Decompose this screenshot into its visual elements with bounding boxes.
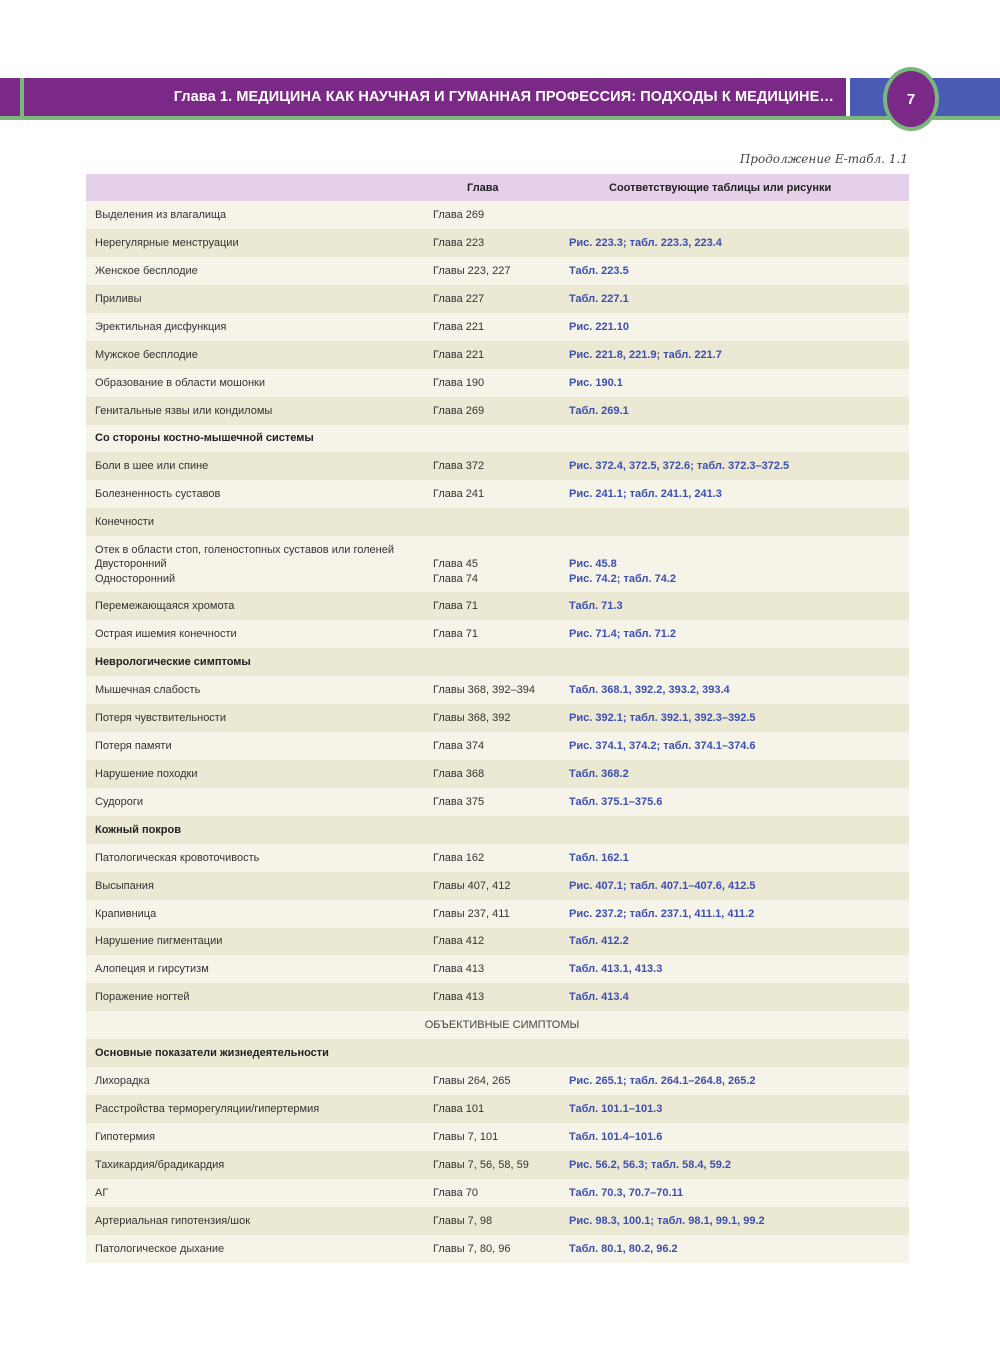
refs-cell[interactable]: Табл. 269.1	[560, 397, 909, 425]
symptom-cell: Мышечная слабость	[86, 676, 424, 704]
chapter-cell: Главы 237, 411	[424, 900, 560, 928]
table-row	[86, 313, 909, 341]
symptom-main: Отек в области стоп, голеностопных суставов или голеней	[95, 543, 394, 556]
section-row	[86, 1039, 909, 1067]
chapter-cell: Глава 70	[424, 1179, 560, 1207]
symptom-cell: Алопеция и гирсутизм	[86, 955, 424, 983]
refs-cell[interactable]: Рис. 56.2, 56.3; табл. 58.4, 59.2	[560, 1151, 909, 1179]
table-row	[86, 536, 909, 592]
chapter-cell: Глава 227	[424, 285, 560, 313]
section-row	[86, 648, 909, 676]
chapter-cell: Глава 101	[424, 1095, 560, 1123]
symptom-cell: Тахикардия/брадикардия	[86, 1151, 424, 1179]
table-row	[86, 1067, 909, 1095]
refs-cell[interactable]: Рис. 392.1; табл. 392.1, 392.3–392.5	[560, 704, 909, 732]
chapter-cell: Глава 71	[424, 620, 560, 648]
table-row	[86, 844, 909, 872]
symptom-cell: Гипотермия	[86, 1123, 424, 1151]
symptom-cell: Крапивница	[86, 900, 424, 928]
symptom-cell: Генитальные язвы или кондиломы	[86, 397, 424, 425]
refs-cell[interactable]: Табл. 375.1–375.6	[560, 788, 909, 816]
refs-cell[interactable]: Табл. 71.3	[560, 592, 909, 620]
chapter-cell: Главы 7, 56, 58, 59	[424, 1151, 560, 1179]
subsection-row	[86, 508, 909, 536]
chapter-cell: Глава 221	[424, 341, 560, 369]
table-row	[86, 900, 909, 928]
symptom-cell: Нерегулярные менструации	[86, 229, 424, 257]
symptom-cell: Судороги	[86, 788, 424, 816]
table-row	[86, 676, 909, 704]
symptom-cell: Образование в области мошонки	[86, 369, 424, 397]
symptom-cell: Женское бесплодие	[86, 257, 424, 285]
chapter-cell: Главы 368, 392	[424, 704, 560, 732]
refs-cell[interactable]: Табл. 101.4–101.6	[560, 1123, 909, 1151]
symptom-cell: Нарушение пигментации	[86, 928, 424, 956]
table-row	[86, 1207, 909, 1235]
symptom-cell: Острая ишемия конечности	[86, 620, 424, 648]
chapter-cell	[424, 536, 560, 592]
page-number: 7	[883, 67, 939, 131]
refs-cell[interactable]: Рис. 241.1; табл. 241.1, 241.3	[560, 480, 909, 508]
refs-cell	[560, 536, 909, 592]
chapter-cell: Глава 221	[424, 313, 560, 341]
table-row	[86, 201, 909, 229]
chapter-bilateral: Глава 45	[433, 558, 479, 570]
objective-heading-row	[86, 1011, 909, 1039]
chapter-unilateral: Глава 74	[433, 572, 479, 585]
refs-cell[interactable]: Рис. 98.3, 100.1; табл. 98.1, 99.1, 99.2	[560, 1207, 909, 1235]
chapter-cell: Глава 241	[424, 480, 560, 508]
refs-unilateral[interactable]: Рис. 74.2; табл. 74.2	[569, 572, 676, 585]
symptom-cell: Эректильная дисфункция	[86, 313, 424, 341]
refs-cell[interactable]: Рис. 237.2; табл. 237.1, 411.1, 411.2	[560, 900, 909, 928]
symptom-cell: Потеря памяти	[86, 732, 424, 760]
subsection-heading: Конечности	[86, 508, 909, 536]
table-row	[86, 257, 909, 285]
header-underline	[0, 116, 1000, 120]
symptom-cell	[86, 536, 424, 592]
refs-cell[interactable]: Рис. 265.1; табл. 264.1–264.8, 265.2	[560, 1067, 909, 1095]
symptom-cell: Потеря чувствительности	[86, 704, 424, 732]
section-heading: Неврологические симптомы	[86, 648, 909, 676]
chapter-cell: Глава 412	[424, 928, 560, 956]
symptom-cell: Перемежающаяся хромота	[86, 592, 424, 620]
table-row	[86, 341, 909, 369]
chapter-cell: Глава 374	[424, 732, 560, 760]
objective-symptoms-heading: ОБЪЕКТИВНЫЕ СИМПТОМЫ	[86, 1011, 909, 1039]
refs-cell[interactable]: Табл. 162.1	[560, 844, 909, 872]
chapter-cell: Главы 7, 80, 96	[424, 1235, 560, 1263]
symptom-sub-unilateral: Односторонний	[95, 572, 176, 585]
refs-cell[interactable]: Рис. 374.1, 374.2; табл. 374.1–374.6	[560, 732, 909, 760]
refs-cell[interactable]: Табл. 413.1, 413.3	[560, 955, 909, 983]
table-row	[86, 1179, 909, 1207]
refs-cell[interactable]: Табл. 70.3, 70.7–70.11	[560, 1179, 909, 1207]
chapter-cell: Глава 372	[424, 452, 560, 480]
table-row	[86, 369, 909, 397]
symptom-cell: Приливы	[86, 285, 424, 313]
chapter-cell: Глава 190	[424, 369, 560, 397]
table-row	[86, 620, 909, 648]
refs-cell[interactable]: Рис. 221.10	[560, 313, 909, 341]
symptom-cell: Болезненность суставов	[86, 480, 424, 508]
table-row	[86, 397, 909, 425]
section-heading: Со стороны костно-мышечной системы	[86, 425, 909, 453]
header-chapter: Глава	[424, 174, 560, 201]
table-continuation-caption: Продолжение Е-табл. 1.1	[739, 152, 908, 166]
chapter-cell: Глава 162	[424, 844, 560, 872]
symptom-cell: Высыпания	[86, 872, 424, 900]
table-row	[86, 1151, 909, 1179]
chapter-cell: Глава 223	[424, 229, 560, 257]
symptoms-table	[86, 174, 909, 1263]
chapter-cell: Главы 223, 227	[424, 257, 560, 285]
chapter-cell: Глава 368	[424, 760, 560, 788]
header-symptom	[86, 174, 424, 201]
symptom-cell: АГ	[86, 1179, 424, 1207]
table-header-row	[86, 174, 909, 201]
table-row	[86, 1123, 909, 1151]
symptom-cell: Расстройства терморегуляции/гипертермия	[86, 1095, 424, 1123]
header-left-accent	[0, 78, 20, 116]
table-row	[86, 285, 909, 313]
symptom-sub-bilateral: Двусторонний	[95, 558, 167, 570]
chapter-cell: Главы 7, 101	[424, 1123, 560, 1151]
symptom-cell: Артериальная гипотензия/шок	[86, 1207, 424, 1235]
symptom-cell: Боли в шее или спине	[86, 452, 424, 480]
table-row	[86, 732, 909, 760]
table-row	[86, 928, 909, 956]
refs-cell[interactable]: Табл. 80.1, 80.2, 96.2	[560, 1235, 909, 1263]
symptom-cell: Выделения из влагалища	[86, 201, 424, 229]
refs-cell[interactable]: Табл. 412.2	[560, 928, 909, 956]
section-heading: Основные показатели жизнедеятельности	[86, 1039, 909, 1067]
symptom-cell: Нарушение походки	[86, 760, 424, 788]
symptom-cell: Патологическая кровоточивость	[86, 844, 424, 872]
header-refs: Соответствующие таблицы или рисунки	[560, 174, 909, 201]
refs-cell[interactable]: Табл. 368.2	[560, 760, 909, 788]
chapter-cell: Глава 71	[424, 592, 560, 620]
chapter-cell: Глава 413	[424, 955, 560, 983]
chapter-cell: Глава 375	[424, 788, 560, 816]
chapter-cell: Главы 264, 265	[424, 1067, 560, 1095]
chapter-cell: Главы 368, 392–394	[424, 676, 560, 704]
table-row	[86, 229, 909, 257]
refs-bilateral[interactable]: Рис. 45.8	[569, 558, 617, 570]
refs-cell[interactable]: Рис. 372.4, 372.5, 372.6; табл. 372.3–372.5	[560, 452, 909, 480]
table-row	[86, 452, 909, 480]
refs-cell[interactable]: Табл. 101.1–101.3	[560, 1095, 909, 1123]
table-row	[86, 592, 909, 620]
symptom-cell: Мужское бесплодие	[86, 341, 424, 369]
refs-cell[interactable]: Табл. 413.4	[560, 983, 909, 1011]
chapter-cell: Глава 269	[424, 397, 560, 425]
symptom-cell: Поражение ногтей	[86, 983, 424, 1011]
chapter-cell: Глава 413	[424, 983, 560, 1011]
chapter-header-band	[0, 78, 1000, 122]
chapter-cell: Главы 407, 412	[424, 872, 560, 900]
section-heading: Кожный покров	[86, 816, 909, 844]
chapter-cell: Глава 269	[424, 201, 560, 229]
refs-cell[interactable]: Рис. 407.1; табл. 407.1–407.6, 412.5	[560, 872, 909, 900]
table-row	[86, 788, 909, 816]
refs-cell[interactable]	[560, 201, 909, 229]
section-row	[86, 425, 909, 453]
table-row	[86, 704, 909, 732]
chapter-title: Глава 1. МЕДИЦИНА КАК НАУЧНАЯ И ГУМАННАЯ ПРОФЕССИЯ: ПОДХОДЫ К МЕДИЦИНЕ…	[173, 89, 834, 105]
refs-cell[interactable]: Рис. 71.4; табл. 71.2	[560, 620, 909, 648]
table-row	[86, 1235, 909, 1263]
table-row	[86, 955, 909, 983]
refs-cell[interactable]: Табл. 227.1	[560, 285, 909, 313]
refs-cell[interactable]: Рис. 221.8, 221.9; табл. 221.7	[560, 341, 909, 369]
section-row	[86, 816, 909, 844]
table-row	[86, 872, 909, 900]
symptom-cell: Патологическое дыхание	[86, 1235, 424, 1263]
symptom-cell: Лихорадка	[86, 1067, 424, 1095]
refs-cell[interactable]: Табл. 223.5	[560, 257, 909, 285]
refs-cell[interactable]: Рис. 223.3; табл. 223.3, 223.4	[560, 229, 909, 257]
chapter-cell: Главы 7, 98	[424, 1207, 560, 1235]
table-row	[86, 760, 909, 788]
table-row	[86, 983, 909, 1011]
refs-cell[interactable]: Табл. 368.1, 392.2, 393.2, 393.4	[560, 676, 909, 704]
table-row	[86, 480, 909, 508]
refs-cell[interactable]: Рис. 190.1	[560, 369, 909, 397]
table-row	[86, 1095, 909, 1123]
